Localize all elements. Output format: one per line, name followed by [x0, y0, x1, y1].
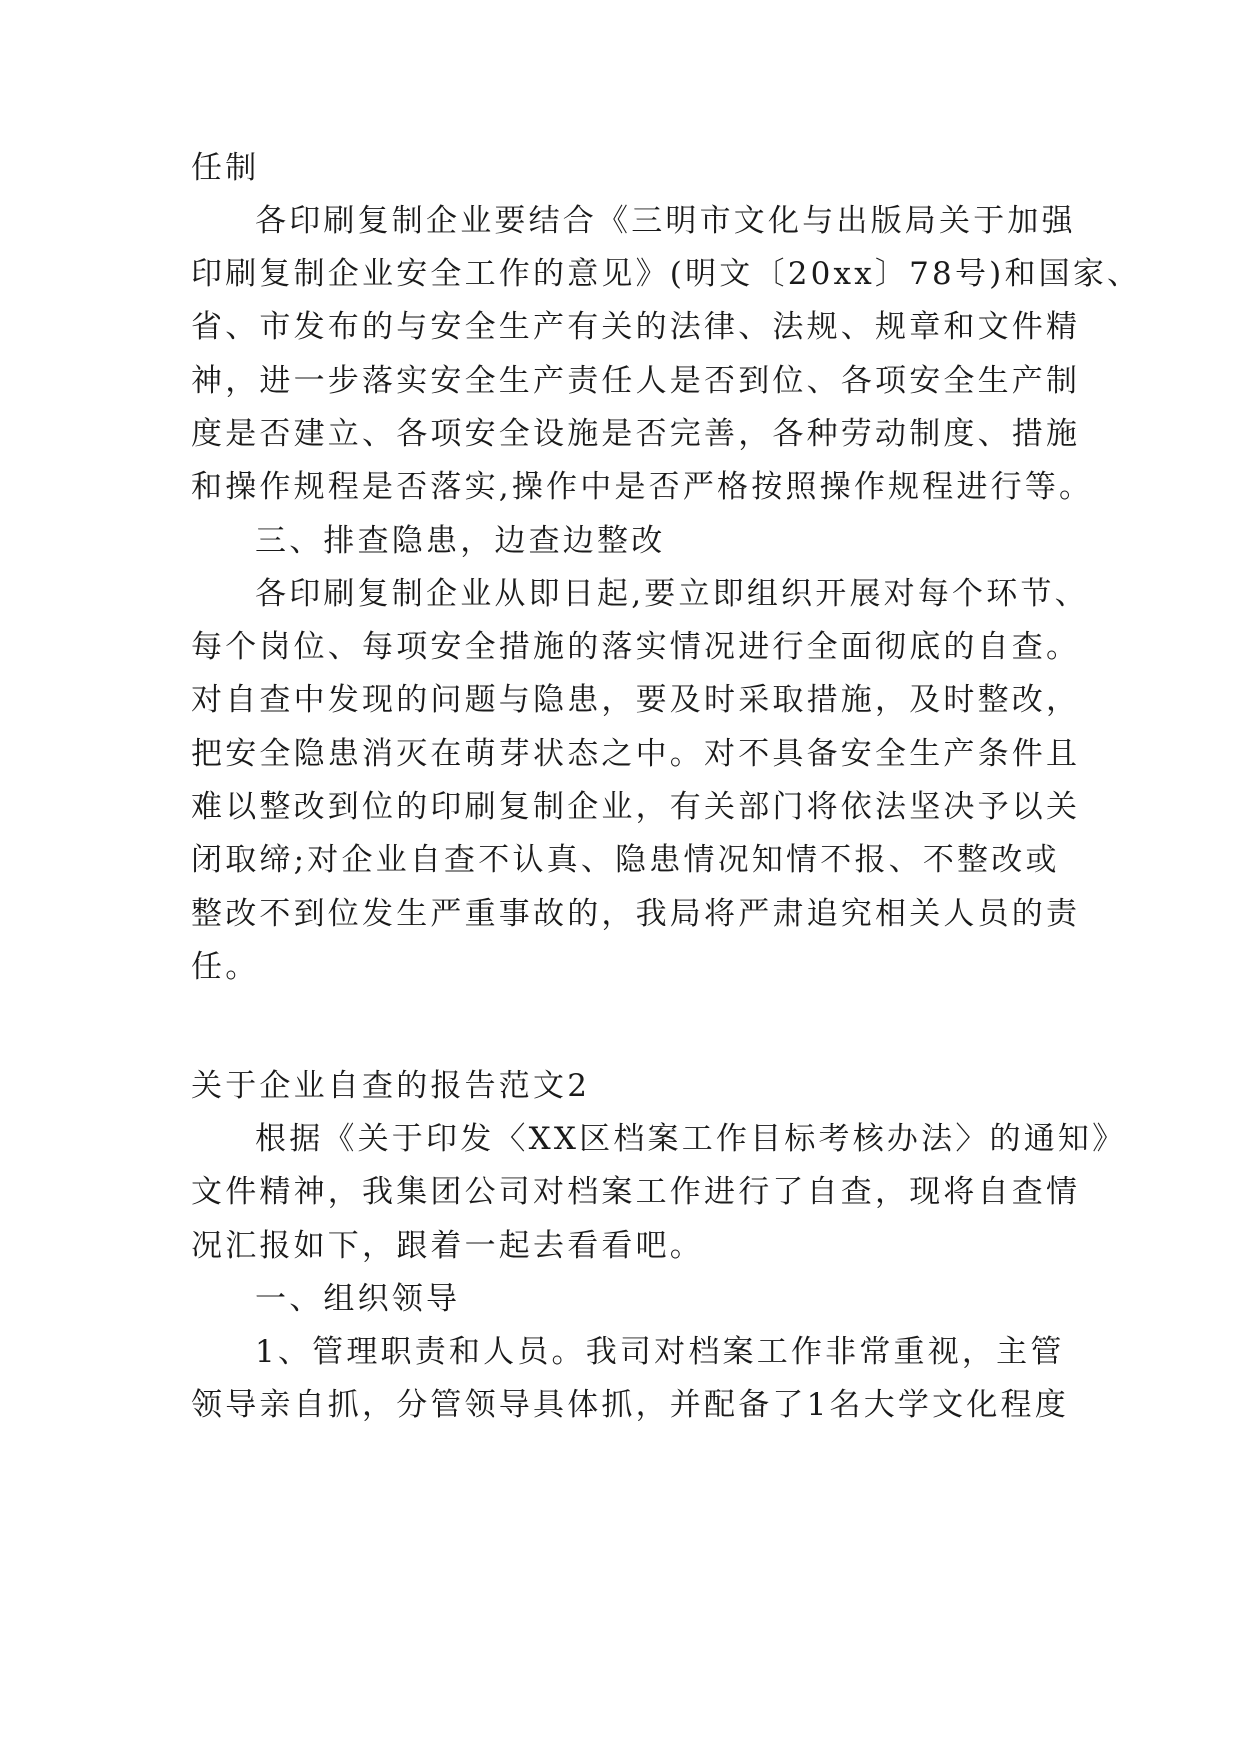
section-heading: 一、组织领导	[255, 1281, 461, 1317]
text-line: 对自查中发现的问题与隐患，要及时采取措施，及时整改，	[191, 682, 1081, 718]
text-line: 省、市发布的与安全生产有关的法律、法规、规章和文件精	[191, 309, 1081, 345]
text-line: 和操作规程是否落实,操作中是否严格按照操作规程进行等。	[191, 469, 1094, 505]
text-line: 难以整改到位的印刷复制企业，有关部门将依法坚决予以关	[191, 789, 1081, 825]
text-line: 况汇报如下，跟着一起去看看吧。	[191, 1228, 704, 1264]
text-line: 1、管理职责和人员。我司对档案工作非常重视，主管	[255, 1334, 1065, 1370]
text-line: 根据《关于印发〈XX区档案工作目标考核办法〉的通知》	[255, 1121, 1127, 1157]
section-heading: 三、排查隐患，边查边整改	[255, 523, 666, 559]
text-line: 文件精神，我集团公司对档案工作进行了自查，现将自查情	[191, 1174, 1081, 1210]
text-line: 领导亲自抓，分管领导具体抓，并配备了1名大学文化程度	[191, 1387, 1069, 1423]
article-title: 关于企业自查的报告范文2	[191, 1068, 591, 1104]
text-line: 任制	[191, 150, 260, 186]
text-line: 把安全隐患消灭在萌芽状态之中。对不具备安全生产条件且	[191, 736, 1081, 772]
text-line: 印刷复制企业安全工作的意见》(明文〔20xx〕78号)和国家、	[191, 256, 1142, 292]
text-line: 度是否建立、各项安全设施是否完善，各种劳动制度、措施	[191, 416, 1081, 452]
text-line: 任。	[191, 949, 260, 985]
text-line: 每个岗位、每项安全措施的落实情况进行全面彻底的自查。	[191, 629, 1081, 665]
text-line: 整改不到位发生严重事故的，我局将严肃追究相关人员的责	[191, 896, 1081, 932]
text-line: 各印刷复制企业从即日起,要立即组织开展对每个环节、	[255, 576, 1089, 612]
text-line: 闭取缔;对企业自查不认真、隐患情况知情不报、不整改或	[191, 842, 1060, 878]
text-line: 各印刷复制企业要结合《三明市文化与出版局关于加强	[255, 203, 1076, 239]
text-line: 神，进一步落实安全生产责任人是否到位、各项安全生产制	[191, 363, 1081, 399]
